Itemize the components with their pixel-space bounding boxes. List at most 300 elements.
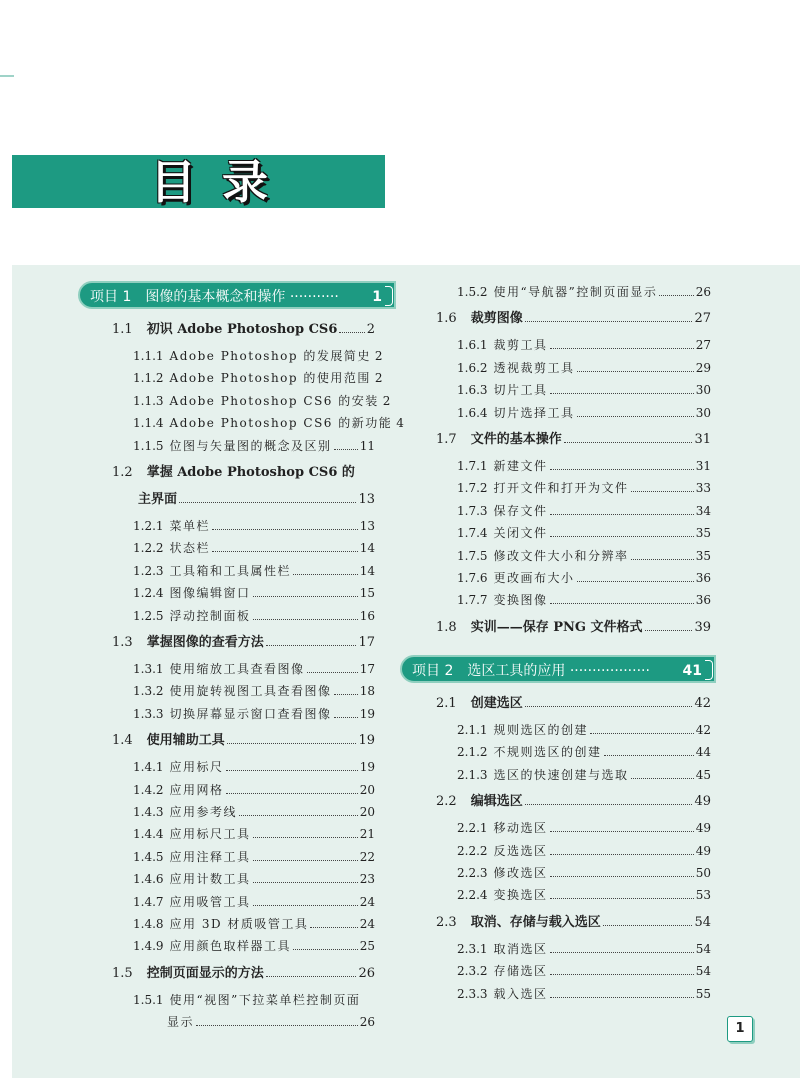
toc-section-entry[interactable]: [112, 965, 375, 983]
dot-leader: [334, 709, 358, 718]
entry-title: 切片选择工具: [493, 405, 575, 420]
entry-title: 裁剪工具: [493, 338, 548, 353]
entry-title: 存储选区: [493, 964, 548, 979]
entry-label: [457, 569, 575, 587]
entry-page-number: 54: [695, 964, 711, 979]
dot-leader: [590, 725, 694, 734]
entry-title: 新建文件: [493, 459, 548, 473]
entry-page-number: 13: [358, 492, 375, 507]
toc-subsection-entry[interactable]: [133, 682, 375, 700]
toc-subsection-entry[interactable]: [133, 758, 375, 776]
toc-subsection-entry[interactable]: [133, 937, 375, 955]
entry-label: [457, 591, 548, 609]
entry-page-number: 17: [359, 662, 375, 676]
dot-leader: [525, 313, 693, 322]
entry-label: [457, 819, 548, 837]
entry-title: 关闭文件: [493, 526, 548, 541]
toc-subsection-entry[interactable]: [133, 392, 391, 410]
dot-leader: [550, 944, 694, 953]
entry-page-number: 2: [374, 349, 383, 363]
entry-label: [457, 886, 548, 904]
entry-page-number: 19: [359, 706, 375, 721]
entry-number: 1.1.4: [133, 416, 164, 431]
entry-number: 1.4.7: [133, 894, 164, 909]
entry-page-number: 53: [695, 888, 711, 903]
entry-page-number: 2: [374, 371, 383, 386]
entry-title: 文件的基本操作: [470, 432, 562, 447]
dot-leader: [550, 595, 694, 604]
toc-section-entry[interactable]: [436, 695, 711, 713]
toc-subsection-entry[interactable]: [133, 437, 375, 455]
toc-section-entry[interactable]: [436, 914, 711, 932]
entry-number: 1.4.9: [133, 939, 164, 954]
entry-label: [457, 479, 629, 497]
page-number: 1: [727, 1016, 753, 1042]
entry-label: [133, 682, 332, 700]
entry-number: 1.7.6: [457, 571, 488, 585]
entry-number: 1.6.2: [457, 360, 488, 375]
entry-number: 2.1: [436, 696, 457, 711]
toc-subsection-entry[interactable]: [457, 962, 711, 980]
entry-number: 1.7.1: [457, 459, 488, 473]
entry-title: 显示: [167, 1015, 195, 1030]
toc-subsection-entry[interactable]: [133, 347, 383, 365]
entry-title: 选区的快速创建与选取: [493, 767, 629, 782]
page-title: 目录: [150, 155, 294, 209]
entry-label: [133, 660, 305, 678]
project-1-page: 1: [372, 289, 382, 305]
title-banner: [12, 155, 385, 208]
entry-page-number: 4: [396, 416, 404, 431]
entry-number: 1.2.4: [133, 586, 164, 601]
entry-label: [457, 457, 548, 475]
entry-page-number: 30: [695, 405, 711, 420]
entry-title: 浮动控制面板: [169, 608, 251, 623]
entry-label: [167, 1013, 194, 1031]
entry-label: [457, 404, 575, 422]
entry-title: 掌握 Adobe Photoshop CS6 的: [146, 465, 355, 480]
entry-title: Adobe Photoshop 的发展简史: [169, 349, 371, 363]
entry-title: 使用“视图”下拉菜单栏控制页面: [169, 992, 361, 1007]
entry-page-number: 27: [694, 311, 711, 327]
entry-number: 1.4.8: [133, 917, 164, 931]
entry-title: 载入选区: [493, 986, 548, 1001]
entry-label: [133, 584, 251, 602]
entry-title: 应用网格: [169, 782, 224, 797]
entry-title: Adobe Photoshop CS6 的新功能: [169, 416, 393, 431]
entry-number: 1.8: [436, 619, 457, 635]
entry-title: 切片工具: [493, 383, 548, 398]
entry-label: [133, 915, 308, 933]
dot-leader: [253, 852, 358, 861]
project-2-page: 41: [682, 663, 702, 679]
dot-leader: [226, 762, 358, 771]
dot-leader: [227, 735, 357, 744]
entry-label: [457, 336, 548, 354]
dot-leader: [212, 521, 358, 530]
toc-subsection-entry[interactable]: [457, 886, 711, 904]
entry-label: [133, 517, 210, 535]
dot-leader: [550, 989, 694, 998]
toc-section-entry[interactable]: [436, 310, 711, 328]
entry-page-number: 42: [695, 723, 711, 737]
dot-leader: [334, 686, 358, 695]
entry-label: [133, 991, 360, 1009]
entry-page-number: 36: [695, 571, 711, 585]
entry-page-number: 19: [359, 760, 375, 775]
toc-subsection-entry[interactable]: [457, 766, 711, 784]
entry-title: 移动选区: [493, 821, 548, 836]
entry-title: 实训——保存 PNG 文件格式: [470, 619, 643, 635]
entry-number: 1.2: [112, 465, 133, 480]
entry-title: 应用参考线: [169, 805, 238, 819]
entry-page-number: 55: [695, 986, 711, 1001]
entry-label: [436, 695, 523, 713]
entry-page-number: 14: [359, 563, 375, 578]
entry-number: 1.1.5: [133, 438, 164, 453]
entry-number: 1.2.1: [133, 519, 164, 533]
entry-label: [436, 310, 523, 328]
entry-number: 1.4: [112, 733, 133, 749]
dot-leader: [293, 566, 358, 575]
project-1-header[interactable]: [78, 281, 396, 309]
entry-page-number: 33: [695, 481, 711, 496]
dot-leader: [179, 494, 356, 503]
entry-title: 控制页面显示的方法: [146, 965, 264, 981]
toc-subsection-entry[interactable]: [457, 283, 711, 301]
toc-section-entry[interactable]: [112, 634, 375, 652]
entry-label: [112, 965, 264, 983]
entry-page-number: 25: [359, 939, 375, 954]
entry-label: [457, 283, 657, 301]
toc-subsection-entry[interactable]: [167, 1013, 375, 1031]
entry-page-number: 44: [695, 745, 711, 760]
entry-number: 1.4.6: [133, 872, 164, 887]
entry-title: 应用标尺工具: [169, 827, 251, 842]
entry-title: Adobe Photoshop CS6 的安装: [169, 393, 379, 408]
bracket-ornament-icon: [705, 660, 713, 680]
project-2-header[interactable]: [400, 655, 716, 683]
entry-number: 1.7.2: [457, 481, 488, 496]
entry-label: [133, 539, 210, 557]
project-2-leader: ··················: [569, 663, 650, 679]
entry-label: [133, 781, 224, 799]
entry-label: [457, 985, 548, 1003]
toc-subsection-entry[interactable]: [457, 819, 711, 837]
toc-section-entry[interactable]: [112, 321, 375, 339]
entry-title: 使用缩放工具查看图像: [169, 662, 305, 676]
entry-number: 2.1.3: [457, 767, 488, 782]
toc-subsection-entry[interactable]: [457, 336, 711, 354]
dot-leader: [550, 868, 694, 877]
entry-title: 掌握图像的查看方法: [146, 635, 264, 650]
dot-leader: [631, 770, 694, 779]
toc-subsection-entry[interactable]: [133, 870, 375, 888]
entry-label: [436, 619, 643, 637]
entry-title: 创建选区: [470, 696, 523, 711]
dot-leader: [196, 1017, 358, 1026]
entry-number: 2.3: [436, 914, 457, 930]
entry-page-number: 17: [358, 635, 375, 650]
entry-label: [112, 464, 355, 482]
entry-number: 2.3.2: [457, 964, 488, 979]
entry-title: 应用计数工具: [169, 872, 251, 887]
entry-number: 2.3.1: [457, 941, 488, 956]
entry-label: [133, 848, 251, 866]
toc-section-entry[interactable]: [112, 732, 375, 750]
entry-number: 1.1.3: [133, 393, 164, 408]
entry-number: 2.2.1: [457, 821, 488, 836]
entry-page-number: 18: [359, 684, 375, 699]
entry-page-number: 24: [359, 894, 375, 909]
toc-panel: [12, 265, 800, 1078]
entry-label: [457, 502, 548, 520]
toc-subsection-entry[interactable]: [133, 915, 375, 933]
toc-subsection-entry[interactable]: [133, 562, 375, 580]
entry-title: 编辑选区: [470, 794, 523, 810]
toc-subsection-entry[interactable]: [457, 479, 711, 497]
toc-subsection-entry[interactable]: [133, 369, 383, 387]
dot-leader: [631, 483, 694, 492]
dot-leader: [550, 385, 694, 394]
toc-subsection-entry[interactable]: [457, 940, 711, 958]
project-2-label: 项目 2 选区工具的应用: [412, 663, 566, 679]
entry-number: 1.6: [436, 311, 457, 327]
entry-number: 1.1.2: [133, 371, 164, 386]
entry-page-number: 49: [695, 821, 711, 836]
entry-number: 1.4.2: [133, 782, 164, 797]
entry-label: [457, 359, 575, 377]
dot-leader: [253, 829, 358, 838]
dot-leader: [550, 506, 694, 515]
toc-subsection-entry[interactable]: [133, 991, 375, 1009]
entry-number: 1.2.2: [133, 541, 164, 556]
toc-subsection-entry[interactable]: [457, 591, 711, 609]
dot-leader: [293, 941, 358, 950]
entry-number: 1.7: [436, 432, 457, 447]
toc-subsection-entry[interactable]: [133, 517, 375, 535]
toc-section-entry[interactable]: [436, 793, 711, 811]
entry-number: 1.3.2: [133, 684, 164, 699]
entry-number: 2.1.2: [457, 745, 488, 760]
dot-leader: [307, 664, 358, 673]
entry-page-number: 27: [695, 338, 711, 353]
entry-title: 不规则选区的创建: [493, 745, 602, 760]
entry-page-number: 31: [695, 459, 711, 473]
entry-page-number: 26: [359, 1015, 375, 1030]
entry-title: 打开文件和打开为文件: [493, 481, 629, 496]
entry-page-number: 20: [359, 805, 375, 819]
entry-title: Adobe Photoshop 的使用范围: [169, 371, 371, 386]
toc-subsection-entry[interactable]: [457, 524, 711, 542]
dot-leader: [550, 966, 694, 975]
entry-page-number: 50: [695, 866, 711, 880]
toc-subsection-entry[interactable]: [133, 660, 375, 678]
entry-title: 透视裁剪工具: [493, 360, 575, 375]
entry-number: 2.2.3: [457, 866, 488, 880]
dot-leader: [253, 874, 358, 883]
dot-leader: [577, 363, 694, 372]
project-1-label: 项目 1 图像的基本概念和操作: [90, 289, 286, 305]
entry-page-number: 29: [695, 360, 711, 375]
toc-subsection-entry[interactable]: [457, 502, 711, 520]
dot-leader: [266, 637, 357, 646]
entry-title: 取消选区: [493, 941, 548, 956]
entry-title: 切换屏幕显示窗口查看图像: [169, 706, 332, 721]
toc-subsection-entry[interactable]: [457, 842, 711, 860]
entry-title: 变换选区: [493, 888, 548, 903]
toc-section-entry[interactable]: [138, 491, 375, 509]
entry-page-number: 26: [358, 965, 375, 981]
entry-number: 1.3: [112, 635, 133, 650]
toc-subsection-entry[interactable]: [133, 781, 375, 799]
entry-page-number: 2: [382, 393, 391, 408]
toc-subsection-entry[interactable]: [457, 864, 711, 882]
toc-section-entry[interactable]: [436, 619, 711, 637]
toc-subsection-entry[interactable]: [133, 705, 375, 723]
toc-subsection-entry[interactable]: [457, 457, 711, 475]
entry-page-number: 2: [366, 322, 375, 337]
entry-title: 初识 Adobe Photoshop CS6: [146, 322, 338, 337]
entry-number: 1.6.3: [457, 383, 488, 398]
entry-title: 位图与矢量图的概念及区别: [169, 438, 332, 453]
entry-number: 1.7.7: [457, 593, 488, 608]
entry-page-number: 13: [359, 519, 375, 533]
entry-label: [457, 940, 548, 958]
entry-label: [133, 825, 251, 843]
entry-page-number: 24: [359, 917, 375, 931]
toc-subsection-entry[interactable]: [133, 893, 375, 911]
entry-title: 更改画布大小: [493, 571, 575, 585]
entry-title: 修改文件大小和分辨率: [493, 548, 629, 563]
entry-title: 应用吸管工具: [169, 894, 251, 909]
dot-leader: [310, 919, 357, 928]
entry-label: [112, 634, 264, 652]
toc-subsection-entry[interactable]: [457, 404, 711, 422]
toc-subsection-entry[interactable]: [457, 381, 711, 399]
dot-leader: [253, 611, 358, 620]
dot-leader: [604, 747, 694, 756]
toc-subsection-entry[interactable]: [133, 584, 375, 602]
entry-label: [112, 732, 225, 750]
entry-label: [457, 864, 548, 882]
entry-title: 应用 3D 材质吸管工具: [169, 917, 309, 931]
entry-label: [133, 705, 332, 723]
corner-mark: [0, 75, 14, 77]
entry-page-number: 36: [695, 593, 711, 608]
toc-subsection-entry[interactable]: [133, 848, 375, 866]
entry-title: 工具箱和工具属性栏: [169, 563, 292, 578]
entry-page-number: 21: [359, 827, 375, 842]
entry-label: [112, 321, 337, 339]
entry-number: 1.2.5: [133, 608, 164, 623]
toc-subsection-entry[interactable]: [133, 539, 375, 557]
dot-leader: [577, 408, 694, 417]
entry-title: 主界面: [138, 492, 178, 507]
toc-subsection-entry[interactable]: [457, 569, 711, 587]
entry-title: 状态栏: [169, 541, 211, 556]
entry-page-number: 39: [694, 619, 711, 635]
entry-number: 1.4.1: [133, 760, 164, 775]
entry-label: [133, 758, 224, 776]
dot-leader: [525, 698, 693, 707]
entry-page-number: 11: [359, 438, 375, 453]
entry-title: 菜单栏: [169, 519, 211, 533]
entry-number: 1.7.4: [457, 526, 488, 541]
entry-label: [436, 914, 601, 932]
entry-label: [457, 381, 548, 399]
dot-leader: [339, 324, 364, 333]
entry-page-number: 30: [695, 383, 711, 398]
entry-number: 1.2.3: [133, 563, 164, 578]
entry-label: [133, 893, 251, 911]
entry-page-number: 16: [359, 608, 375, 623]
entry-number: 1.7.5: [457, 548, 488, 563]
entry-label: [133, 803, 237, 821]
entry-page-number: 45: [695, 767, 711, 782]
dot-leader: [334, 441, 358, 450]
entry-label: [133, 562, 291, 580]
entry-page-number: 14: [359, 541, 375, 556]
entry-number: 1.3.1: [133, 662, 164, 676]
entry-title: 应用标尺: [169, 760, 224, 775]
dot-leader: [253, 588, 358, 597]
toc-section-entry[interactable]: [112, 464, 375, 482]
entry-page-number: 49: [695, 843, 711, 858]
dot-leader: [631, 551, 694, 560]
toc-subsection-entry[interactable]: [457, 721, 711, 739]
entry-page-number: 20: [359, 782, 375, 797]
entry-number: 1.5: [112, 965, 133, 981]
entry-title: 应用颜色取样器工具: [169, 939, 292, 954]
toc-subsection-entry[interactable]: [133, 825, 375, 843]
entry-page-number: 26: [695, 285, 711, 299]
entry-number: 2.1.1: [457, 723, 488, 737]
toc-subsection-entry[interactable]: [457, 743, 711, 761]
entry-label: [457, 524, 548, 542]
entry-number: 1.4.4: [133, 827, 164, 842]
dot-leader: [577, 573, 694, 582]
entry-title: 规则选区的创建: [493, 723, 589, 737]
entry-label: [133, 870, 251, 888]
entry-label: [133, 369, 371, 387]
entry-page-number: 42: [694, 696, 711, 711]
dot-leader: [212, 543, 358, 552]
toc-section-entry[interactable]: [436, 431, 711, 449]
entry-page-number: 23: [359, 872, 375, 887]
entry-label: [138, 491, 177, 509]
toc-subsection-entry[interactable]: [133, 607, 375, 625]
entry-number: 1.6.1: [457, 338, 488, 353]
toc-subsection-entry[interactable]: [457, 359, 711, 377]
toc-subsection-entry[interactable]: [457, 547, 711, 565]
entry-label: [457, 721, 588, 739]
toc-subsection-entry[interactable]: [457, 985, 711, 1003]
dot-leader: [550, 528, 694, 537]
toc-subsection-entry[interactable]: [133, 803, 375, 821]
entry-number: 1.1.1: [133, 349, 164, 363]
entry-label: [133, 937, 291, 955]
entry-number: 2.3.3: [457, 986, 488, 1001]
entry-page-number: 49: [694, 794, 711, 810]
entry-number: 1.1: [112, 322, 133, 337]
entry-title: 使用旋转视图工具查看图像: [169, 684, 332, 699]
toc-subsection-entry[interactable]: [133, 414, 404, 432]
entry-label: [436, 431, 562, 449]
entry-number: 2.2.4: [457, 888, 488, 903]
entry-title: 应用注释工具: [169, 849, 251, 864]
entry-page-number: 54: [695, 941, 711, 956]
